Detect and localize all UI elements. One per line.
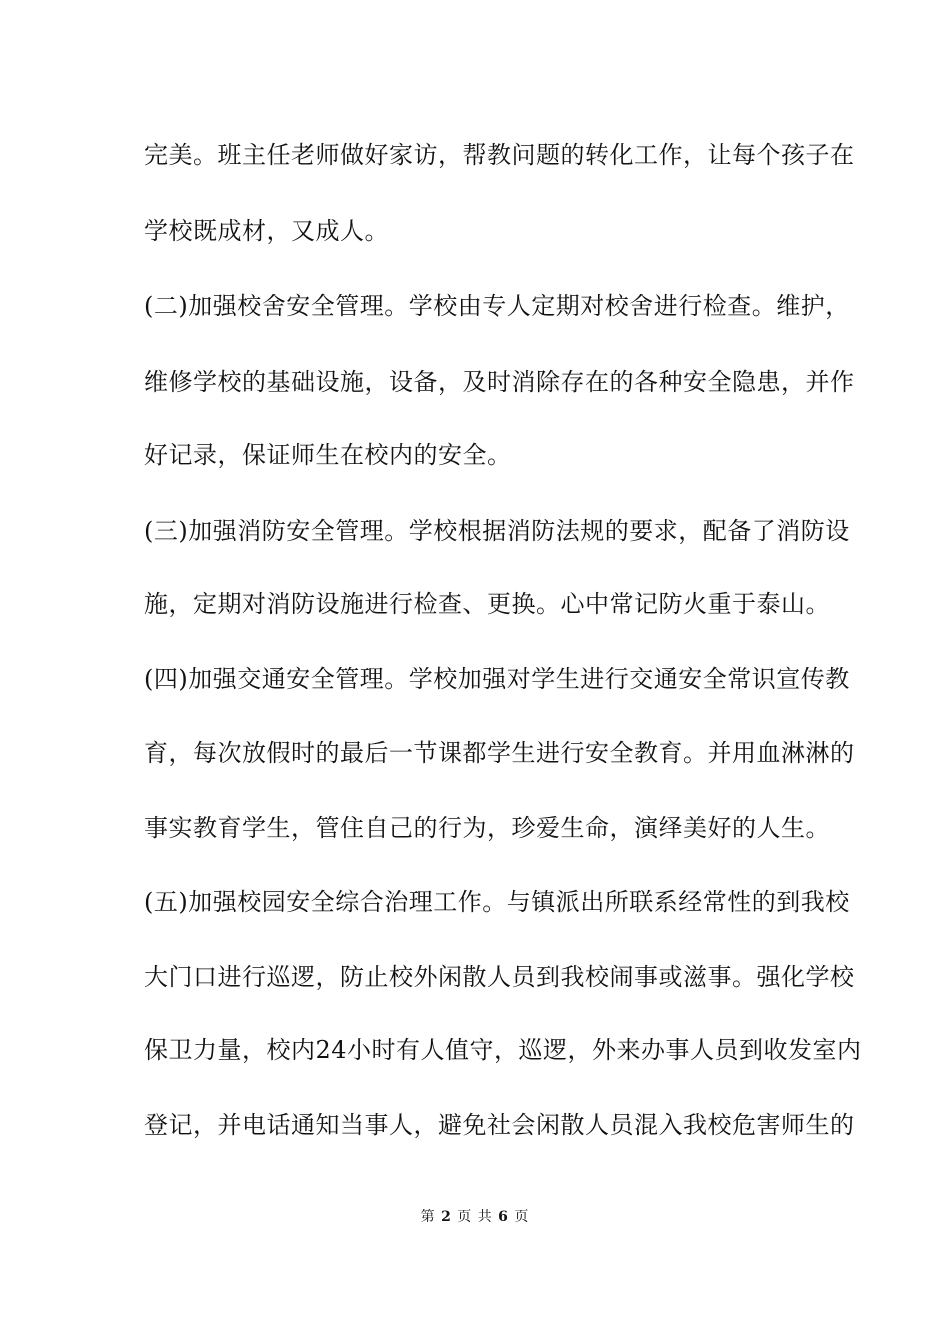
text-line-9: 育，每次放假时的最后一节课都学生进行安全教育。并用血淋淋的 [144, 739, 855, 767]
text-line-6: (三)加强消防安全管理。学校根据消防法规的要求，配备了消防设 [144, 517, 850, 545]
text-line-2: 学校既成材，又成人。 [144, 217, 389, 245]
text-line-10: 事实教育学生，管住自己的行为，珍爱生命，演绎美好的人生。 [144, 814, 830, 842]
text-line-13: 保卫力量，校内24小时有人值守，巡逻，外来办事人员到收发室内 [144, 1036, 862, 1064]
text-line-5: 好记录，保证师生在校内的安全。 [144, 441, 512, 469]
total-pages-number: 6 [498, 1209, 509, 1225]
text-line-12: 大门口进行巡逻，防止校外闲散人员到我校闹事或滋事。强化学校 [144, 963, 855, 991]
footer-prefix: 第 [420, 1209, 436, 1225]
footer-suffix: 页 [514, 1209, 530, 1225]
text-line-14: 登记，并电话通知当事人，避免社会闲散人员混入我校危害师生的 [144, 1111, 855, 1139]
footer-middle: 页 共 [457, 1209, 493, 1225]
current-page-number: 2 [441, 1209, 452, 1225]
page-footer [0, 1208, 950, 1226]
text-line-7: 施，定期对消防设施进行检查、更换。心中常记防火重于泰山。 [144, 590, 830, 618]
text-line-11: (五)加强校园安全综合治理工作。与镇派出所联系经常性的到我校 [144, 888, 850, 916]
text-line-3: (二)加强校舍安全管理。学校由专人定期对校舍进行检查。维护， [144, 292, 850, 320]
text-line-8: (四)加强交通安全管理。学校加强对学生进行交通安全常识宣传教 [144, 665, 850, 693]
text-line-1: 完美。班主任老师做好家访，帮教问题的转化工作，让每个孩子在 [144, 141, 855, 169]
text-line-4: 维修学校的基础设施，设备，及时消除存在的各种安全隐患，并作 [144, 368, 855, 396]
